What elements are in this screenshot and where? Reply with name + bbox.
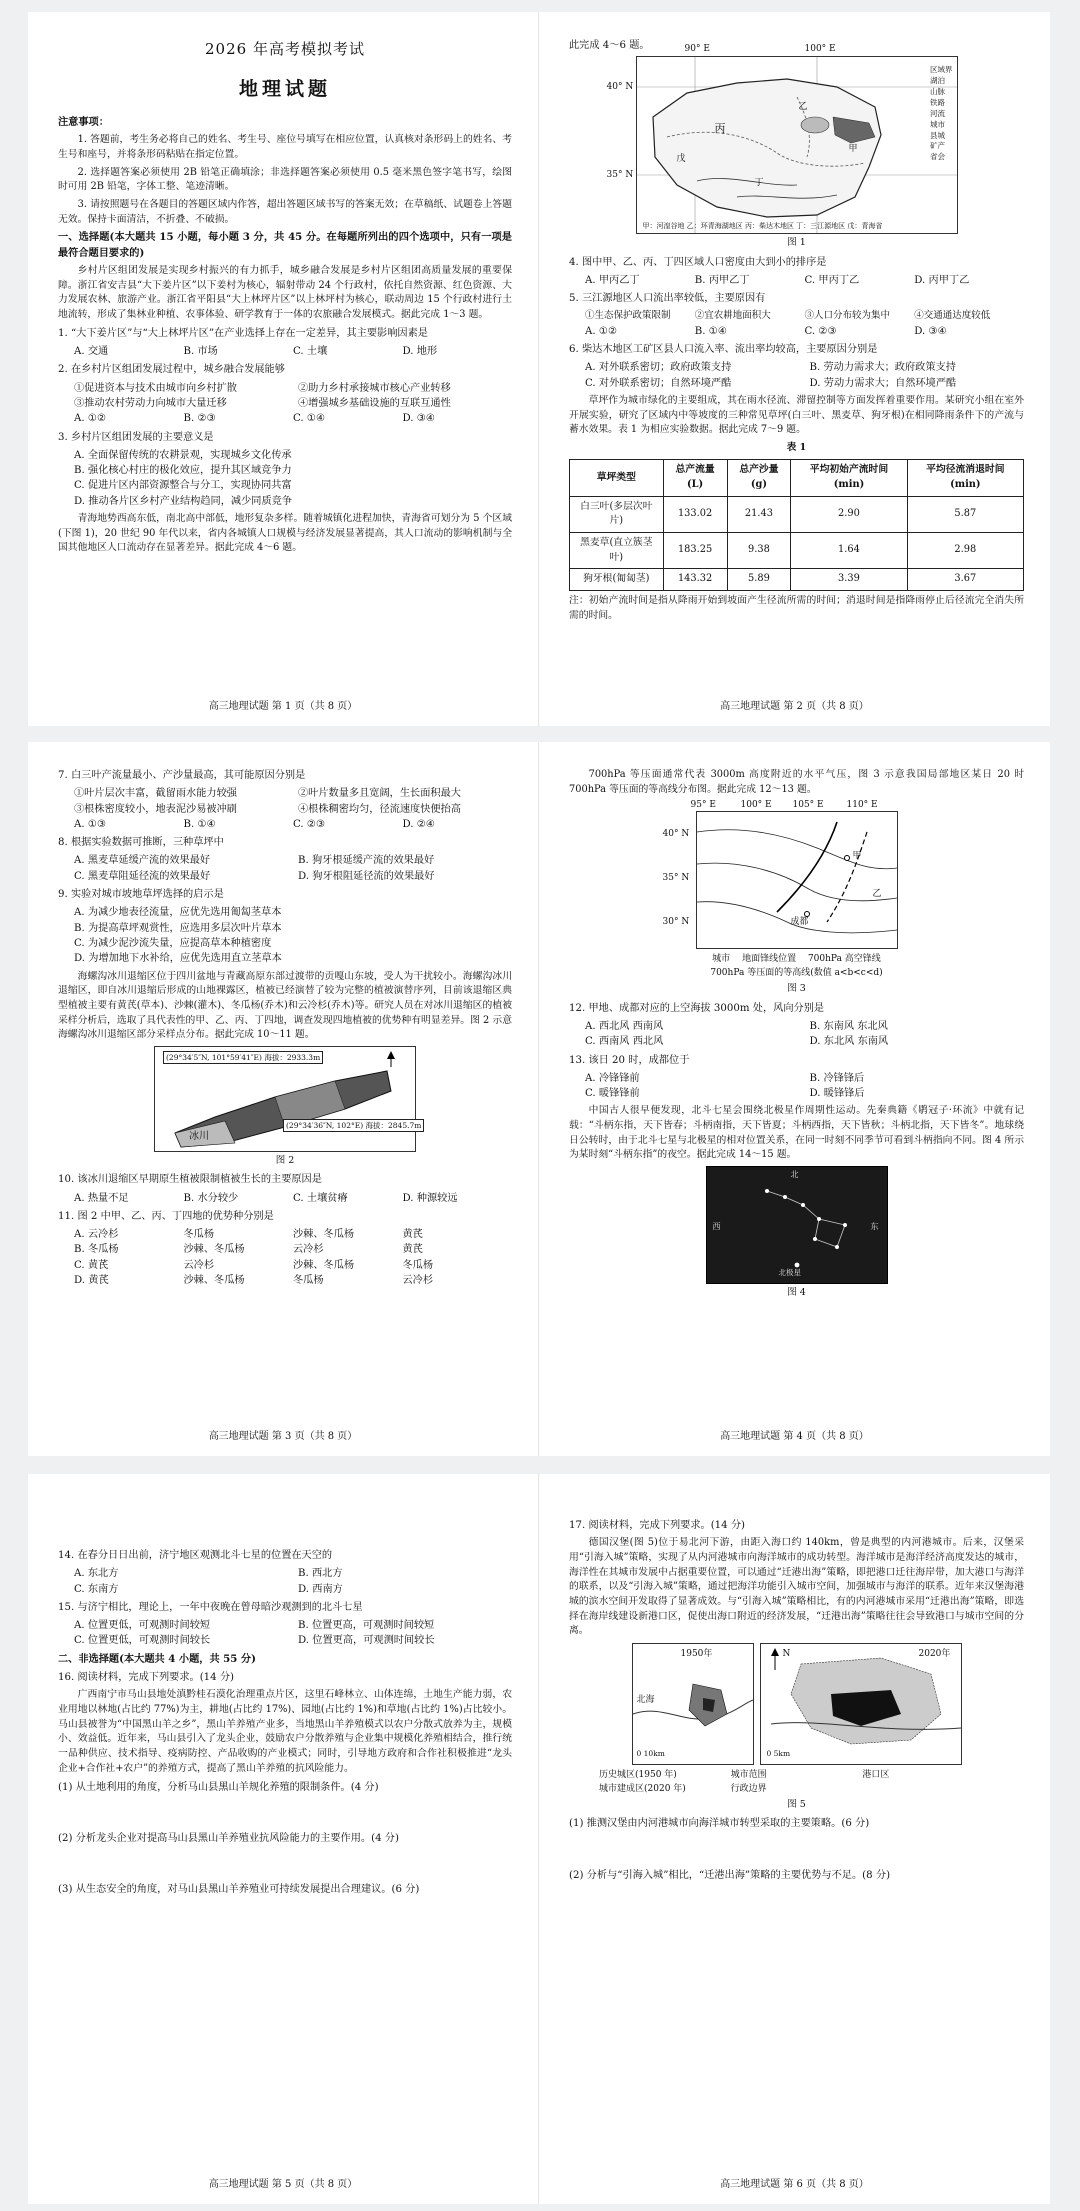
question-11: 11. 图 2 中甲、乙、丙、丁四地的优势种分别是 <box>58 1210 274 1222</box>
option: C. 黑麦草阻延径流的效果最好 <box>74 870 211 882</box>
table-cell: 143.32 <box>663 569 727 591</box>
option-cell: 黄芪 <box>402 1229 423 1241</box>
exam-sheet-2 <box>28 742 1050 1456</box>
longitude-label: 90° E <box>684 44 710 55</box>
option: C. 为减少泥沙流失量，应提高草本种植密度 <box>74 937 272 949</box>
notice-title: 注意事项： <box>58 116 109 128</box>
table-cell: 133.02 <box>663 496 727 532</box>
longitude-label: 100° E <box>740 800 772 811</box>
passage-3: 草坪作为城市绿化的主要组成，其在雨水径流、滞留控制等方面发挥着重要作用。某研究小组在室外开展实验，研究了区域内中等坡度的三种常见草坪(白三叶、黑麦草、狗牙根)在相同降雨条件下的产流与蓄水效果。表 1 为相应实验数据。据此完成 7～9 题。 <box>569 394 1024 436</box>
year-label: 1950年 <box>680 1649 713 1660</box>
option-cell: 云冷杉 <box>183 1259 215 1271</box>
page-1 <box>28 12 539 726</box>
option: B. ①④ <box>694 325 727 337</box>
option: D. 西南方 <box>298 1583 343 1595</box>
polaris-label: 北极星 <box>778 1268 801 1278</box>
legend-item: 矿产 <box>930 141 945 151</box>
option: D. ②④ <box>402 818 436 830</box>
question-11-options <box>58 1227 512 1288</box>
legend-item: 城市范围 <box>730 1770 767 1781</box>
item: ④交通通达度较低 <box>914 310 991 322</box>
page-4 <box>539 742 1050 1456</box>
question-6: 6. 柴达木地区工矿区县人口流入率、流出率均较高，主要原因分别是 <box>569 343 878 355</box>
table-cell: 3.67 <box>907 569 1023 591</box>
option: A. 冷锋锋前 <box>585 1072 640 1084</box>
option: D. 劳动力需求大；自然环境严酷 <box>809 377 957 389</box>
passage-1: 乡村片区组团发展是实现乡村振兴的有力抓手，城乡融合发展是乡村片区组团高质量发展的重要保障。浙江省安吉县“大下姜片区”以下姜村为核心，辐射带动 24 个行政村，依托自然资源、红色资源、大力发展农林、旅游产业。浙江省平阳县“大上林坪片区”以上林坪村为核心，联动周边 15 个行政村进行土地流转，形成了集林业种植、农事体验、研学教育于一体的农旅融合发展模式。据此完成 1～3 题。 <box>58 265 512 321</box>
table-1 <box>569 459 1024 591</box>
option: A. ①② <box>74 413 107 425</box>
figure-3-legend <box>569 953 1024 980</box>
page-2 <box>539 12 1050 726</box>
longitude-label: 110° E <box>846 800 878 811</box>
option: D. 地形 <box>402 346 438 358</box>
longitude-label: 100° E <box>804 44 836 55</box>
option: A. 为减少地表径流量，应优先选用匍匐茎草本 <box>74 907 282 919</box>
question-2-items <box>58 381 512 412</box>
point-label: 甲 <box>852 851 862 862</box>
legend-item: 省会 <box>930 152 945 162</box>
glacier-label: 冰川 <box>189 1131 209 1142</box>
option-cell: 冬瓜杨 <box>293 1275 324 1287</box>
option-cell: 冬瓜杨 <box>183 1229 215 1241</box>
answer-space <box>58 1798 512 1828</box>
notice-2: 2. 选择题答案必须使用 2B 铅笔正确填涂；非选择题答案必须使用 0.5 毫米黑色签字笔书写，绘图时可用 2B 铅笔，字体工整、笔迹清晰。 <box>58 166 512 193</box>
page-5 <box>28 1474 539 2204</box>
legend-item: 铁路 <box>930 97 945 107</box>
option: D. ③④ <box>914 325 947 337</box>
region-d-label: 丁 <box>754 178 764 189</box>
legend-item: 县城 <box>930 130 945 140</box>
passage-5: 700hPa 等压面通常代表 3000m 高度附近的水平气压，图 3 示意我国局部地区某日 20 时 700hPa 等压面的等高线分布图。据此完成 12～13 题。 <box>569 769 1024 795</box>
question-17-part-2: (2) 分析与“引海入城”相比，“迁港出海”策略的主要优势与不足。(8 分) <box>569 1869 891 1881</box>
option-cell: 沙棘、冬瓜杨 <box>183 1275 245 1287</box>
option-cell: A. 云冷杉 <box>74 1229 119 1241</box>
table-cell: 白三叶(多层次叶片) <box>570 496 664 532</box>
big-dipper-graphic <box>707 1167 887 1283</box>
option: D. ③④ <box>402 413 436 425</box>
option: B. 西北方 <box>298 1568 343 1580</box>
table-row <box>570 569 1024 591</box>
option: C. 土壤贫瘠 <box>293 1192 348 1204</box>
exam-title: 2026 年高考模拟考试 <box>205 40 365 58</box>
question-12-options <box>569 1019 1024 1050</box>
page-footer: 高三地理试题 第 4 页（共 8 页） <box>720 1431 869 1442</box>
year-label: 2020年 <box>918 1649 951 1660</box>
option-cell: C. 黄芪 <box>74 1259 109 1271</box>
table-cell: 21.43 <box>727 496 791 532</box>
option: B. 强化核心村庄的极化效应，提升其区域竞争力 <box>74 465 292 477</box>
table-cell: 9.38 <box>727 532 791 568</box>
question-1: 1. “大下姜片区”与“大上林坪片区”在产业选择上存在一定差异，其主要影响因素是 <box>58 327 428 339</box>
question-3: 3. 乡村片区组团发展的主要意义是 <box>58 431 214 443</box>
region-a-label: 甲 <box>848 144 858 155</box>
option: C. 东南方 <box>74 1583 119 1595</box>
longitude-label: 95° E <box>690 800 716 811</box>
option: B. 劳动力需求大；政府政策支持 <box>809 362 956 374</box>
question-17-part-1: (1) 推测汉堡由内河港城市向海洋城市转型采取的主要策略。(6 分) <box>569 1818 870 1830</box>
option-cell: 冬瓜杨 <box>402 1259 434 1271</box>
option: B. ①④ <box>183 818 216 830</box>
table-header: 平均初始产流时间(min) <box>791 460 907 496</box>
option-cell: 沙棘、冬瓜杨 <box>293 1229 355 1241</box>
question-13: 13. 该日 20 时，成都位于 <box>569 1054 690 1066</box>
north-arrow-label: N <box>782 1649 791 1660</box>
option: B. 丙甲乙丁 <box>694 274 750 286</box>
sample-point-label-a: (29°34′5″N, 101°59′41″E) 海拔：2933.3m <box>163 1051 323 1064</box>
question-15: 15. 与济宁相比，理论上，一年中夜晚在曾母暗沙观测到的北斗七星 <box>58 1601 363 1613</box>
table-cell: 3.39 <box>791 569 907 591</box>
item: ①叶片层次丰富，截留雨水能力较强 <box>74 788 237 800</box>
legend-item: 历史城区(1950 年) <box>599 1770 677 1781</box>
option-cell: 沙棘、冬瓜杨 <box>183 1244 245 1256</box>
passage-7: 广西南宁市马山县地处滇黔桂石漠化治理重点片区，这里石峰林立、山体连绵，土地生产能力弱，农业用地以林地(占比约 77%)为主，耕地(占比约 17%)、园地(占比约 1%)和草地(占比约 1%)占比较小。马山县被誉为“中国黑山羊之乡”，黑山羊养殖产业多，当地黑山羊养殖模式以农户分散式放养为主，规模小、效益低。近年来，马山县引入了龙头企业，鼓励农户分散养殖与企业集中规模化养殖相结合，推行统一品种供应、技术指导、疫病防控、产品收购的产业模式；同时，引导地方政府和合作社积极推进“龙头企业+合作社+农户”的养殖方式，提高了黑山羊养殖的抗风险能力。 <box>58 1689 512 1774</box>
question-8-options <box>58 853 512 884</box>
question-10-options <box>58 1191 512 1206</box>
question-16: 16. 阅读材料，完成下列要求。(14 分) <box>58 1672 235 1684</box>
question-17: 17. 阅读材料，完成下列要求。(14 分) <box>569 1520 746 1531</box>
question-5-options <box>569 324 1024 339</box>
option: C. 促进片区内部资源整合与分工，实现协同共富 <box>74 480 292 492</box>
option: C. 西南风 西北风 <box>585 1036 664 1048</box>
option: B. 冷锋锋后 <box>809 1072 865 1084</box>
figure-3-caption: 图 3 <box>787 983 806 995</box>
legend-item: 港口区 <box>862 1770 890 1781</box>
table-cell: 2.90 <box>791 496 907 532</box>
figure-1-legend <box>930 65 953 163</box>
item: ③推动农村劳动力向城市大量迁移 <box>74 397 227 409</box>
option-cell: B. 冬瓜杨 <box>74 1244 119 1256</box>
question-3-options <box>58 448 512 509</box>
passage-6: 中国古人很早便发现，北斗七星会围绕北极星作周期性运动。先秦典籍《鹖冠子·环流》中就有记载：“斗柄东指，天下皆春；斗柄南指，天下皆夏；斗柄西指，天下皆秋；斗柄北指，天下皆冬”。地球绕日公转时，由于北斗七星与北极星的相对位置关系，在同一时刻不同季节可看到斗柄指向不同。图 4 所示为某时刻“斗柄东指”的夜空。据此完成 14～15 题。 <box>569 1105 1024 1161</box>
region-c-label: 丙 <box>714 122 726 136</box>
figure-4-night-sky <box>706 1166 888 1284</box>
page-footer: 高三地理试题 第 6 页（共 8 页） <box>720 2179 869 2190</box>
table-row <box>570 532 1024 568</box>
question-16-part-1: (1) 从土地利用的角度，分析马山县黑山羊规化养殖的限制条件。(4 分) <box>58 1781 379 1793</box>
option: B. 位置更高，可观测时间较短 <box>298 1620 435 1632</box>
figure-1-qinghai-map <box>606 44 958 234</box>
option: C. ①④ <box>293 413 326 425</box>
section-2-heading: 二、非选择题(本大题共 4 小题，共 55 分) <box>58 1652 256 1665</box>
legend-item: 河流 <box>930 108 945 118</box>
table-cell: 5.89 <box>727 569 791 591</box>
item: ④增强城乡基础设施的互联互通性 <box>298 397 451 409</box>
passage-4: 海螺沟冰川退缩区位于四川盆地与青藏高原东部过渡带的贡嘎山东坡，受人为干扰较小。海螺沟冰川退缩区，即自冰川退缩后形成的山地裸露区，植被已经演替了较为完整的植被演替序列，目前该退缩区典型植被主要有黄芪(草本)、沙棘(灌木)、冬瓜杨(乔木)和云冷杉(乔木)等。研究人员在对冰川退缩区的植被采样分析后，选取了具代表性的甲、乙、丙、丁四地，调查发现四地植被的优势种有明显差异。图 2 示意海螺沟冰川退缩区部分采样点分布。据此完成 10～11 题。 <box>58 970 512 1041</box>
legend-item: 行政边界 <box>730 1783 767 1794</box>
legend-item: 700hPa 等压面的等高线(数值 a<b<c<d) <box>710 967 883 978</box>
legend-item: 湖泊 <box>930 76 945 86</box>
option: A. ①② <box>585 325 618 337</box>
option: D. 位置更高，可观测时间较长 <box>298 1635 435 1647</box>
question-7-items <box>58 786 512 817</box>
option: D. 种源较远 <box>402 1192 458 1204</box>
option: A. 甲丙乙丁 <box>585 274 640 286</box>
option: A. 位置更低，可观测时间较短 <box>74 1620 211 1632</box>
figure-1-caption: 图 1 <box>787 237 806 249</box>
subject-title: 地理试题 <box>238 77 331 100</box>
option: C. 对外联系密切；自然环境严酷 <box>585 377 732 389</box>
exam-sheet-3 <box>28 1474 1050 2204</box>
option: D. 为增加地下水补给，应优先选用直立茎草本 <box>74 953 282 965</box>
option: C. ②③ <box>293 818 326 830</box>
question-16-part-2: (2) 分析龙头企业对提高马山县黑山羊养殖业抗风险能力的主要作用。(4 分) <box>58 1832 399 1844</box>
passage-8: 德国汉堡(图 5)位于易北河下游，由距入海口约 140km，曾是典型的内河港城市。后来，汉堡采用“引海入城”策略，实现了从内河港城市向海洋城市的成功转型。海洋城市是海洋经济高度发达的城市，海洋性在其城市发展中占据重要位置，可以通过“迁港出海”策略，即把港口迁往海岸带，加大港口与海洋的联系，以及“引海入城”策略，通过把海洋功能引入城市空间，加强城市与海洋的联系。近年来汉堡海港城的滨水空间开发取得了显著成效。与“引海入城”策略相比，有的内河港城市采用“迁港出海”策略，即选择在海岸线建设新港口区，促使出海口附近的经济发展，“迁港出海”策略往往会导致港口与城市空间的分离。 <box>569 1537 1024 1637</box>
exam-sheet-1 <box>28 12 1050 726</box>
latitude-label: 40° N <box>662 829 690 840</box>
hamburg-map-2020 <box>760 1643 962 1765</box>
table-cell: 狗牙根(匍匐茎) <box>570 569 664 591</box>
answer-space <box>569 1835 1024 1865</box>
region-b-label: 乙 <box>798 102 808 113</box>
table-header-row <box>570 460 1024 496</box>
table-cell: 5.87 <box>907 496 1023 532</box>
legend-item: 城市 <box>712 954 731 965</box>
sample-point-label-b: (29°34′36″N, 102°E) 海拔：2845.7m <box>283 1119 424 1132</box>
answer-space <box>58 1849 512 1879</box>
figure-5-hamburg-maps <box>569 1643 1024 1765</box>
question-7-options <box>58 817 512 832</box>
table-cell: 2.98 <box>907 532 1023 568</box>
legend-item: 城市 <box>930 119 945 129</box>
figure-5-caption: 图 5 <box>787 1799 806 1811</box>
region-e-label: 戊 <box>676 154 686 165</box>
option: A. 交通 <box>74 346 109 358</box>
table-cell: 183.25 <box>663 532 727 568</box>
point-label: 成都 <box>790 917 809 928</box>
option-cell: 云冷杉 <box>402 1275 434 1287</box>
question-4-options <box>569 273 1024 288</box>
option: D. 推动各片区乡村产业结构趋同，减少同质竞争 <box>74 495 293 507</box>
table-cell: 黑麦草(直立簇茎叶) <box>570 532 664 568</box>
question-4: 4. 图中甲、乙、丙、丁四区域人口密度由大到小的排序是 <box>569 256 827 268</box>
option: A. ①③ <box>74 818 107 830</box>
option-cell: 黄芪 <box>402 1244 423 1256</box>
table-header: 总产流量(L) <box>663 460 727 496</box>
latitude-label: 35° N <box>662 873 690 884</box>
option: A. 黑麦草延缓产流的效果最好 <box>74 855 211 867</box>
hamburg-map-1950 <box>632 1643 754 1765</box>
option-cell: 沙棘、冬瓜杨 <box>293 1259 355 1271</box>
question-15-options <box>58 1618 512 1649</box>
item: ②助力乡村承接城市核心产业转移 <box>298 382 451 394</box>
option-cell: 云冷杉 <box>293 1244 324 1256</box>
section-1-heading: 一、选择题(本大题共 15 小题，每小题 3 分，共 45 分。在每题所列出的四个选项中，只有一项是最符合题目要求的) <box>58 231 512 259</box>
item: ③根株密度较小，地表泥沙易被冲刷 <box>74 803 237 815</box>
item: ②叶片数量多且宽阔，生长面积最大 <box>298 788 461 800</box>
question-16-part-3: (3) 从生态安全的角度，对马山县黑山羊养殖业可持续发展提出合理建议。(6 分) <box>58 1884 420 1896</box>
figure-5-legend <box>569 1765 1024 1796</box>
option: A. 对外联系密切；政府政策支持 <box>585 362 732 374</box>
question-2: 2. 在乡村片区组团发展过程中，城乡融合发展能够 <box>58 364 285 376</box>
table-header: 平均径流消退时间(min) <box>907 460 1023 496</box>
point-label: 乙 <box>872 889 882 900</box>
direction-label: 东 <box>870 1222 879 1232</box>
item: ①促进资本与技术由城市向乡村扩散 <box>74 382 237 394</box>
question-12: 12. 甲地、成都对应的上空海拔 3000m 处，风向分别是 <box>569 1002 825 1014</box>
option: C. 甲丙丁乙 <box>804 274 860 286</box>
table-header: 草坪类型 <box>570 460 664 496</box>
figure-2-glacier-map <box>154 1046 422 1152</box>
table-row <box>570 496 1024 532</box>
qinghai-map-graphic <box>637 57 957 233</box>
option: D. 暖锋锋后 <box>809 1088 865 1100</box>
question-6-options <box>569 360 1024 391</box>
option: B. 水分较少 <box>183 1192 239 1204</box>
question-2-options <box>58 411 512 426</box>
page-6 <box>539 1474 1050 2204</box>
direction-label: 西 <box>712 1222 721 1232</box>
option: B. 市场 <box>183 346 218 358</box>
question-10: 10. 该冰川退缩区早期原生植被限制植被生长的主要原因是 <box>58 1174 322 1186</box>
item: ③人口分布较为集中 <box>804 310 891 322</box>
latitude-label: 35° N <box>606 170 634 181</box>
legend-item: 区域界 <box>930 65 953 75</box>
page-footer: 高三地理试题 第 5 页（共 8 页） <box>208 2179 358 2190</box>
question-5: 5. 三江源地区人口流出率较低，主要原因有 <box>569 293 766 305</box>
question-13-options <box>569 1071 1024 1102</box>
hamburg-2020-graphic <box>761 1644 961 1764</box>
table-1-caption: 表 1 <box>786 441 807 453</box>
longitude-label: 105° E <box>792 800 824 811</box>
option: A. 全面保留传统的农耕景观，实现城乡文化传承 <box>74 449 292 461</box>
figure-3-isobar-map <box>662 800 898 949</box>
option: D. 丙甲丁乙 <box>914 274 970 286</box>
notice-3: 3. 请按照题号在各题目的答题区域内作答，超出答题区域书写的答案无效；在草稿纸、试题卷上答题无效。保持卡面清洁，不折叠、不破损。 <box>58 199 512 225</box>
option: B. ②③ <box>183 413 216 425</box>
table-cell: 1.64 <box>791 532 907 568</box>
question-14: 14. 在春分日日出前，济宁地区观测北斗七星的位置在天空的 <box>58 1550 333 1561</box>
item: ④根株稠密均匀，径流速度快便抬高 <box>298 803 461 815</box>
option: C. ②③ <box>804 325 837 337</box>
legend-item: 地面锋线位置 <box>742 954 797 965</box>
scale-label: 0 5km <box>766 1749 791 1759</box>
continued-text: 此完成 4～6 题。 <box>569 40 650 51</box>
option: A. 西北风 西南风 <box>585 1020 664 1032</box>
table-note: 注：初始产流时间是指从降雨开始到坡面产生径流所需的时间；消退时间是指降雨停止后径流完全消失所需的时间。 <box>569 595 1024 621</box>
option: B. 狗牙根延缓产流的效果最好 <box>298 855 435 867</box>
option: C. 位置更低，可观测时间较长 <box>74 1635 211 1647</box>
legend-item: 山脉 <box>930 87 945 97</box>
sea-label: 北海 <box>636 1695 655 1706</box>
passage-2: 青海地势西高东低，南北高中部低，地形复杂多样。随着城镇化进程加快，青海省可划分为 5 个区域(下图 1)，20 世纪 90 年代以来，省内各城镇人口规模与经济发展显著提高，其人口流动的影响机制与全国其他地区人口流动存在显著差异。据此完成 4～6 题。 <box>58 513 512 554</box>
item: ①生态保护政策限制 <box>585 310 671 322</box>
question-8: 8. 根据实验数据可推断，三种草坪中 <box>58 837 224 849</box>
question-1-options <box>58 344 512 359</box>
question-9-options <box>58 905 512 966</box>
latitude-label: 30° N <box>662 917 690 928</box>
option: C. 暖锋锋前 <box>585 1088 640 1100</box>
option-cell: D. 黄芪 <box>74 1275 109 1287</box>
option: C. 土壤 <box>293 346 328 358</box>
option: D. 东北风 东南风 <box>809 1036 889 1048</box>
page-footer: 高三地理试题 第 1 页（共 8 页） <box>208 701 358 712</box>
notice-1: 1. 答题前，考生务必将自己的姓名、考生号、座位号填写在相应位置，认真核对条形码上的姓名、考生号和座号，并将条形码粘贴在指定位置。 <box>58 134 512 160</box>
option: A. 热量不足 <box>74 1192 129 1204</box>
option: A. 东北方 <box>74 1568 119 1580</box>
figure-2-caption: 图 2 <box>275 1155 295 1166</box>
question-14-options <box>58 1566 512 1597</box>
table-header: 总产沙量(g) <box>727 460 791 496</box>
latitude-label: 40° N <box>606 82 634 93</box>
question-5-items <box>569 309 1024 323</box>
page-3 <box>28 742 539 1456</box>
map-note: 甲：河湟谷地 乙：环青海湖地区 丙：柴达木地区 丁：三江源地区 戊：青海省 <box>642 221 883 230</box>
page-footer: 高三地理试题 第 2 页（共 8 页） <box>720 701 869 712</box>
option: B. 东南风 东北风 <box>809 1020 888 1032</box>
option: B. 为提高草坪观赏性，应选用多层次叶片草本 <box>74 922 282 934</box>
scale-label: 0 10km <box>636 1749 665 1759</box>
legend-item: 城市建成区(2020 年) <box>599 1783 686 1794</box>
question-9: 9. 实验对城市坡地草坪选择的启示是 <box>58 889 224 901</box>
question-7: 7. 白三叶产流量最小、产沙量最高，其可能原因分别是 <box>58 770 306 781</box>
direction-label: 北 <box>790 1170 799 1180</box>
option: D. 狗牙根阻延径流的效果最好 <box>298 870 435 882</box>
legend-item: 700hPa 高空锋线 <box>807 954 881 965</box>
figure-4-caption: 图 4 <box>787 1287 806 1299</box>
page-footer: 高三地理试题 第 3 页（共 8 页） <box>208 1431 358 1442</box>
item: ②宜农耕地面积大 <box>694 310 771 322</box>
